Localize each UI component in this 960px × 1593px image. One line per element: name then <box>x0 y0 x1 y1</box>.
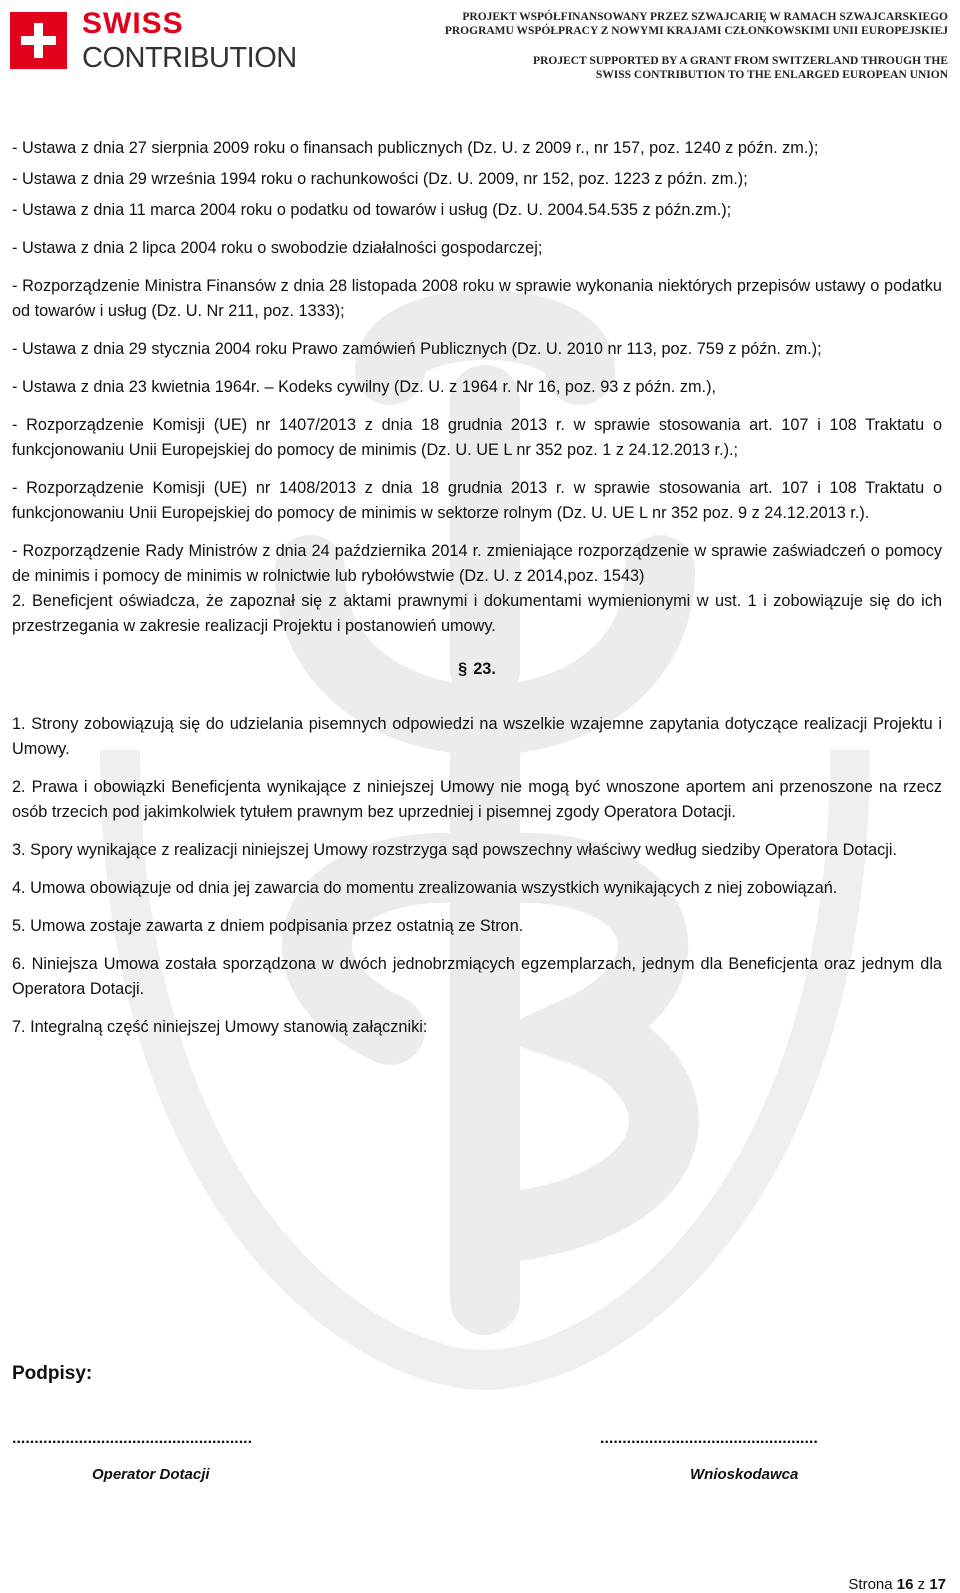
legal-act-item: - Rozporządzenie Ministra Finansów z dnia 28 listopada 2008 roku w sprawie wykonania niektórych przepisów ustawy o podatku od towarów i usług (Dz. U. Nr 211, poz. 1333); <box>12 277 942 320</box>
clause-item: 3. Spory wynikające z realizacji niniejszej Umowy rozstrzyga sąd powszechny właściwy według siedziby Operatora Dotacji. <box>12 841 897 859</box>
clause-item: 5. Umowa zostaje zawarta z dniem podpisania przez ostatnią ze Stron. <box>12 917 524 935</box>
signature-label-applicant: Wnioskodawca <box>690 1466 799 1483</box>
signatures-heading: Podpisy: <box>12 1363 93 1384</box>
legal-act-item: - Ustawa z dnia 27 sierpnia 2009 roku o finansach publicznych (Dz. U. z 2009 r., nr 157, poz. 1240 z późn. zm.); <box>12 139 819 157</box>
header-english-caption <box>533 54 948 82</box>
section-number: 23. <box>473 660 496 678</box>
clause-item: 2. Prawa i obowiązki Beneficjenta wynikające z niniejszej Umowy nie mogą być wnoszone aportem ani przenoszone na rzecz osób trzecich pod jakimkolwiek tytułem prawnym bez uprzedniej i pisemnej zgody Operatora Dotacji. <box>12 778 942 821</box>
legal-act-item: - Ustawa z dnia 23 kwietnia 1964r. – Kodeks cywilny (Dz. U. z 1964 r. Nr 16, poz. 93 z późn. zm.), <box>12 378 717 396</box>
document-header <box>0 0 960 100</box>
paragraph-2: 2. Beneficjent oświadcza, że zapoznał się z aktami prawnymi i dokumentami wymienionymi w ust. 1 i zobowiązuje się do ich przestrzegania w zakresie realizacji Projektu i postanowień umowy. <box>12 592 942 635</box>
logo-swiss-text: SWISS <box>82 7 184 40</box>
legal-act-item: - Ustawa z dnia 29 stycznia 2004 roku Prawo zamówień Publicznych (Dz. U. 2010 nr 113, poz. 759 z późn. zm.); <box>12 340 822 358</box>
signature-line-left: ...................................................... <box>12 1430 253 1447</box>
header-en-line2: SWISS CONTRIBUTION TO THE ENLARGED EUROPEAN UNION <box>595 69 948 81</box>
header-en-line1: PROJECT SUPPORTED BY A GRANT FROM SWITZERLAND THROUGH THE <box>533 55 948 67</box>
section-symbol: § <box>458 660 468 678</box>
clause-item: 1. Strony zobowiązują się do udzielania pisemnych odpowiedzi na wszelkie wzajemne zapytania dotyczące realizacji Projektu i Umowy. <box>12 715 942 758</box>
header-pl-line2: PROGRAMU WSPÓŁPRACY Z NOWYMI KRAJAMI CZŁONKOWSKIMI UNII EUROPEJSKIEJ <box>444 25 948 37</box>
legal-act-item: - Ustawa z dnia 2 lipca 2004 roku o swobodzie działalności gospodarczej; <box>12 239 543 257</box>
clause-item: 7. Integralną część niniejszej Umowy stanowią załączniki: <box>12 1018 428 1036</box>
header-polish-caption <box>445 10 948 38</box>
page-sep: z <box>917 1576 926 1593</box>
header-pl-line1: PROJEKT WSPÓŁFINANSOWANY PRZEZ SZWAJCARIĘ W RAMACH SZWAJCARSKIEGO <box>462 11 948 23</box>
signature-line-right: ................................................. <box>600 1430 818 1447</box>
document-body <box>12 136 942 1053</box>
signature-label-operator: Operator Dotacji <box>92 1466 210 1483</box>
page-current: 16 <box>896 1576 914 1593</box>
page-total: 17 <box>929 1576 946 1593</box>
legal-act-item: - Ustawa z dnia 11 marca 2004 roku o podatku od towarów i usług (Dz. U. 2004.54.535 z późn.zm.); <box>12 201 732 219</box>
page-number <box>848 1576 946 1593</box>
section-heading <box>12 657 942 682</box>
clause-item: 4. Umowa obowiązuje od dnia jej zawarcia do momentu zrealizowania wszystkich wynikających z niej zobowiązań. <box>12 879 838 897</box>
legal-act-item: - Rozporządzenie Rady Ministrów z dnia 24 października 2014 r. zmieniające rozporządzenie w sprawie zaświadczeń o pomocy de minimis i pomocy de minimis w rolnictwie lub rybołówstwie (Dz. U. z 2014,poz. 1543) <box>12 542 942 585</box>
logo-contribution-text: CONTRIBUTION <box>82 42 297 74</box>
legal-act-item: - Rozporządzenie Komisji (UE) nr 1407/2013 z dnia 18 grudnia 2013 r. w sprawie stosowania art. 107 i 108 Traktatu o funkcjonowaniu Unii Europejskiej do pomocy de minimis (Dz. U. UE L nr 352 poz. 1 z 24.12.2013 r.).; <box>12 416 942 459</box>
clause-item: 6. Niniejsza Umowa została sporządzona w dwóch jednobrzmiących egzemplarzach, jednym dla Beneficjenta oraz jednym dla Operatora Dotacji. <box>12 955 942 998</box>
page-prefix: Strona <box>848 1576 893 1593</box>
legal-act-item: - Ustawa z dnia 29 września 1994 roku o rachunkowości (Dz. U. 2009, nr 152, poz. 1223 z późn. zm.); <box>12 170 748 188</box>
swiss-cross-icon <box>10 12 67 69</box>
legal-act-item: - Rozporządzenie Komisji (UE) nr 1408/2013 z dnia 18 grudnia 2013 r. w sprawie stosowania art. 107 i 108 Traktatu o funkcjonowaniu Unii Europejskiej do pomocy de minimis w sektorze rolnym (Dz. U. UE L nr 352 poz. 9 z 24.12.2013 r.). <box>12 479 942 522</box>
